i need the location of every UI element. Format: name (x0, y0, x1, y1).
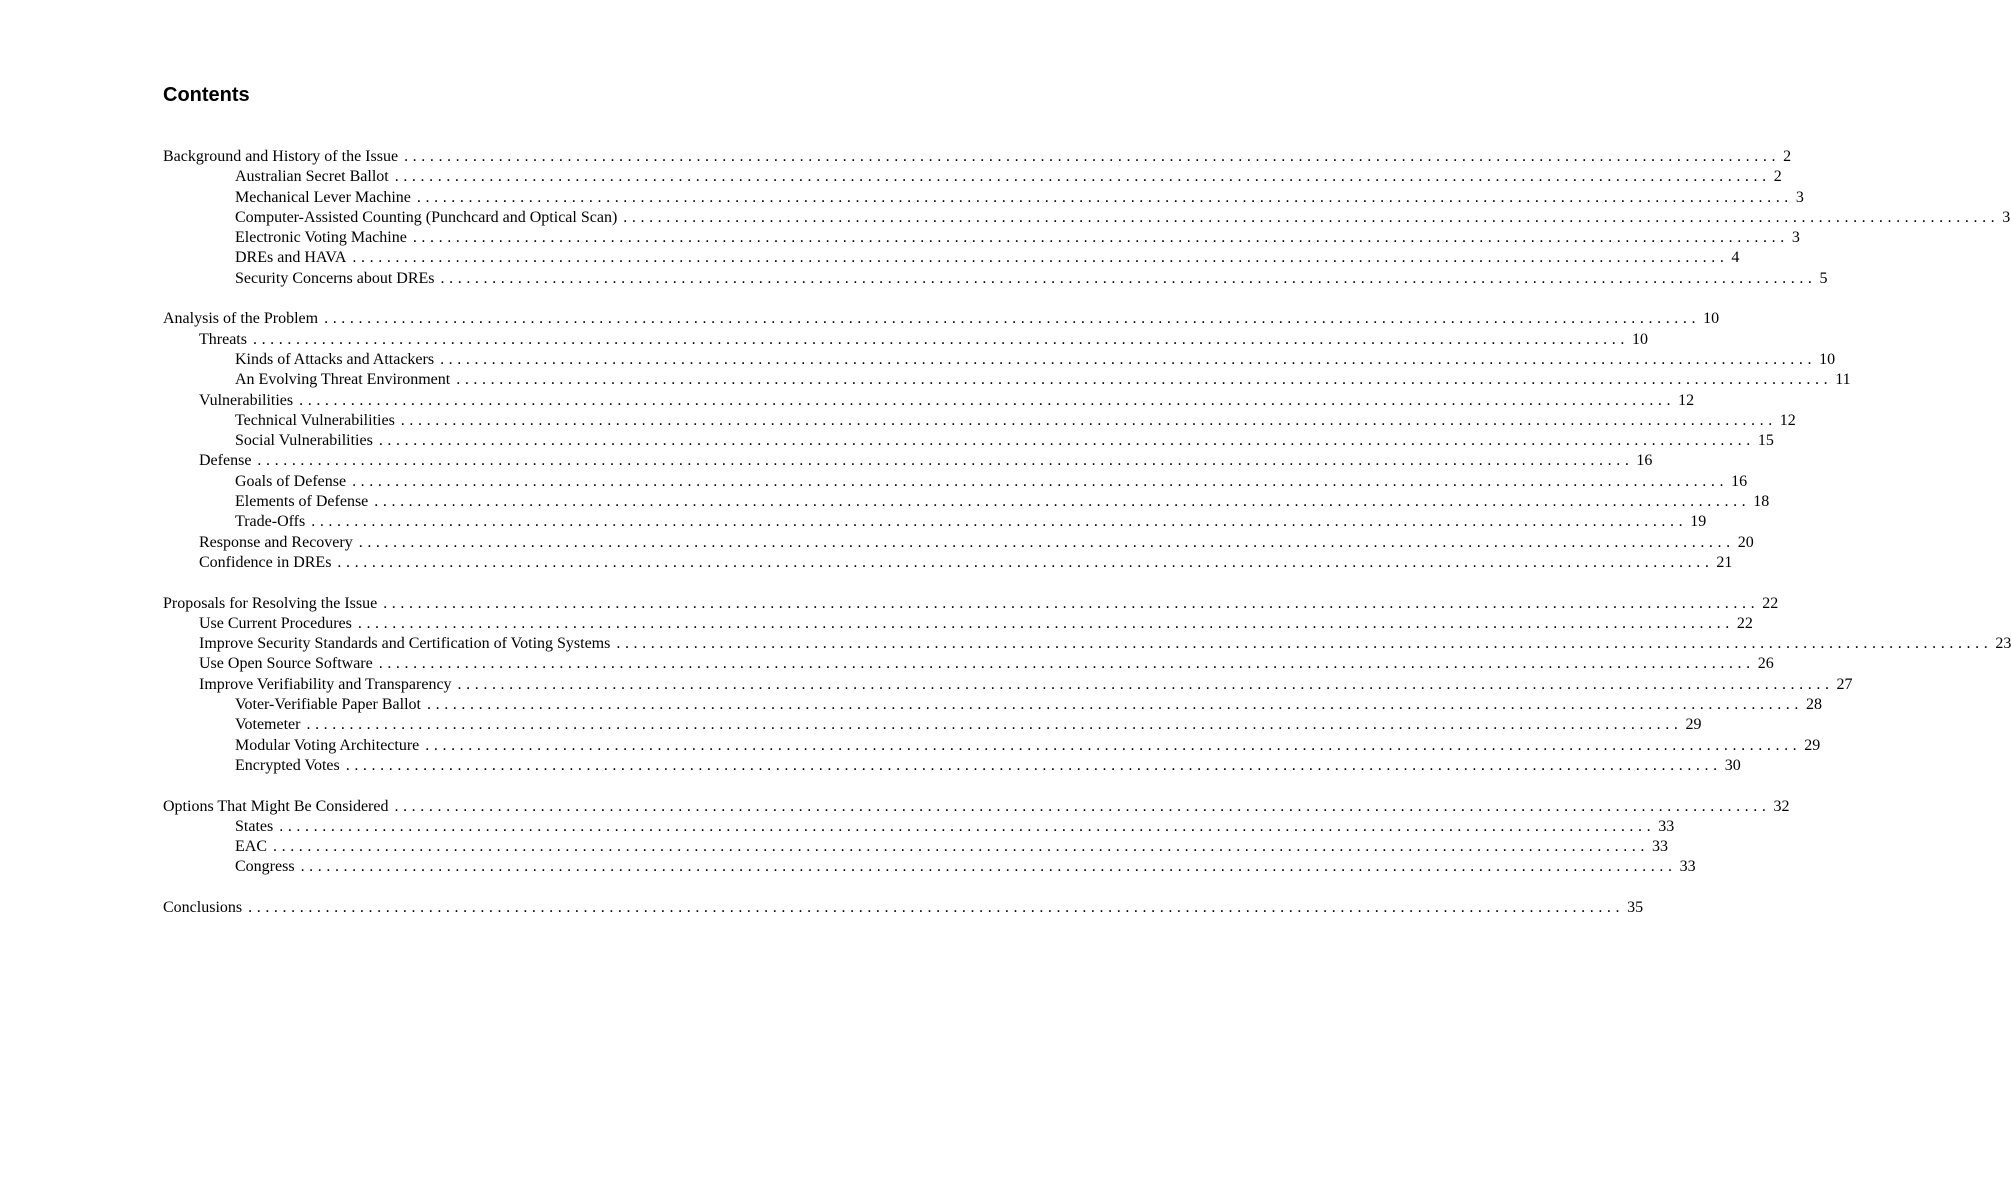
toc-entry-label: Improve Verifiability and Transparency (199, 675, 452, 693)
toc-entry[interactable] (163, 350, 1836, 370)
toc-entry-label: Australian Secret Ballot (235, 168, 389, 186)
toc-dot-leader: ................................................................................................................................................................ (324, 310, 1701, 328)
toc-dot-leader: ................................................................................................................................................................ (440, 350, 1817, 368)
toc-page-number: 12 (1779, 411, 1796, 429)
toc-page-number: 19 (1690, 513, 1707, 531)
toc-section (163, 797, 1790, 878)
toc-entry[interactable] (163, 857, 1696, 877)
toc-entry-label: Elements of Defense (235, 493, 369, 511)
toc-entry[interactable] (163, 736, 1821, 756)
toc-entry[interactable] (163, 594, 1779, 614)
toc-entry-label: Background and History of the Issue (163, 148, 399, 165)
toc-entry-label: DREs and HAVA (235, 249, 347, 267)
toc-dot-leader: ................................................................................................................................................................ (425, 736, 1802, 754)
toc-entry-label: EAC (235, 838, 267, 856)
toc-dot-leader: ................................................................................................................................................................ (345, 756, 1722, 774)
toc-entry-label: Use Current Procedures (199, 614, 352, 632)
toc-entry-label: An Evolving Threat Environment (235, 371, 451, 389)
toc-dot-leader: ................................................................................................................................................................ (352, 249, 1729, 267)
toc-dot-leader: ................................................................................................................................................................ (412, 229, 1789, 247)
toc-entry[interactable] (163, 797, 1790, 817)
toc-page-number: 33 (1679, 858, 1696, 876)
toc-dot-leader: ................................................................................................................................................................ (378, 655, 1755, 673)
toc-entry-label: Vulnerabilities (199, 391, 294, 409)
toc-entry[interactable] (163, 472, 1748, 492)
toc-entry[interactable] (163, 654, 1774, 674)
toc-page-number: 5 (1819, 269, 1828, 287)
page-title: Contents (163, 84, 250, 106)
toc-entry[interactable] (163, 228, 1800, 248)
toc-dot-leader: ................................................................................................................................................................ (456, 371, 1833, 389)
toc-entry[interactable] (163, 451, 1653, 471)
toc-page-number: 32 (1773, 797, 1790, 815)
toc-entry-label: Electronic Voting Machine (235, 229, 407, 247)
toc-dot-leader: ................................................................................................................................................................ (440, 269, 1817, 287)
toc-entry-label: Votemeter (235, 716, 301, 734)
toc-page-number: 10 (1703, 310, 1720, 328)
toc-entry-label: Options That Might Be Considered (163, 797, 389, 815)
toc-entry-label: Congress (235, 858, 295, 876)
toc-page-number: 18 (1753, 493, 1770, 511)
toc-page-number: 3 (2002, 208, 2011, 226)
toc-page-number: 27 (1836, 675, 1853, 693)
toc-dot-leader: ................................................................................................................................................................ (383, 594, 1760, 612)
toc-entry-label: Improve Security Standards and Certification of Voting Systems (199, 635, 611, 653)
toc-entry[interactable] (163, 553, 1733, 573)
toc-entry-label: Trade-Offs (235, 513, 306, 531)
toc-dot-leader: ................................................................................................................................................................ (279, 817, 1656, 835)
toc-section (163, 898, 1644, 918)
toc-entry[interactable] (163, 147, 1792, 167)
toc-page-number: 12 (1678, 391, 1695, 409)
toc-dot-leader: ................................................................................................................................................................ (416, 188, 1793, 206)
toc-entry-label: Voter-Verifiable Paper Ballot (235, 696, 421, 714)
toc-entry-label: Encrypted Votes (235, 756, 340, 774)
toc-dot-leader: ................................................................................................................................................................ (357, 614, 1734, 632)
toc-entry-label: Conclusions (163, 898, 243, 916)
toc-page-number: 20 (1737, 533, 1754, 551)
toc-page-number: 29 (1804, 736, 1821, 754)
toc-entry[interactable] (163, 492, 1770, 512)
toc-page-number: 30 (1724, 756, 1741, 774)
toc-dot-leader: ................................................................................................................................................................ (427, 696, 1803, 714)
toc-dot-leader: ................................................................................................................................................................ (457, 675, 1834, 693)
toc-entry-label: States (235, 817, 274, 835)
toc-page-number: 33 (1652, 838, 1668, 856)
toc-entry[interactable] (163, 411, 1796, 431)
toc-page-number: 3 (1791, 229, 1800, 247)
toc-entry-label: Technical Vulnerabilities (235, 411, 395, 429)
toc-entry-label: Proposals for Resolving the Issue (163, 594, 378, 612)
toc-dot-leader: ................................................................................................................................................................ (273, 838, 1649, 856)
toc-dot-leader: ................................................................................................................................................................ (252, 330, 1629, 348)
toc-entry-label: Confidence in DREs (199, 553, 332, 571)
toc-page-number: 16 (1731, 472, 1748, 490)
toc-page-number: 2 (1783, 148, 1792, 165)
toc-dot-leader: ................................................................................................................................................................ (337, 553, 1714, 571)
toc-page-number: 10 (1631, 330, 1648, 348)
toc-page-number: 26 (1757, 655, 1774, 673)
toc-entry[interactable] (163, 370, 1851, 390)
toc-dot-leader: ................................................................................................................................................................ (306, 716, 1683, 734)
toc-entry-label: Social Vulnerabilities (235, 432, 373, 450)
toc-entry[interactable] (163, 837, 1668, 857)
toc-page-number: 22 (1736, 614, 1753, 632)
toc-dot-leader: ................................................................................................................................................................ (358, 533, 1735, 551)
toc-entry-label: Modular Voting Architecture (235, 736, 420, 754)
toc-entry-label: Mechanical Lever Machine (235, 188, 411, 206)
table-of-contents (163, 147, 2011, 939)
toc-entry[interactable] (163, 167, 1782, 187)
toc-entry[interactable] (163, 330, 1648, 350)
toc-entry[interactable] (163, 634, 2011, 654)
toc-dot-leader: ................................................................................................................................................................ (378, 432, 1755, 450)
toc-entry[interactable] (163, 512, 1707, 532)
toc-dot-leader: ................................................................................................................................................................ (248, 898, 1625, 916)
toc-entry[interactable] (163, 675, 1853, 695)
toc-section (163, 147, 2011, 289)
toc-entry[interactable] (163, 391, 1695, 411)
toc-page-number: 22 (1762, 594, 1779, 612)
toc-dot-leader: ................................................................................................................................................................ (374, 493, 1751, 511)
toc-dot-leader: ................................................................................................................................................................ (352, 472, 1729, 490)
toc-dot-leader: ................................................................................................................................................................ (400, 411, 1777, 429)
toc-dot-leader: ................................................................................................................................................................ (257, 452, 1634, 470)
toc-entry[interactable] (163, 898, 1644, 918)
toc-page-number: 16 (1636, 452, 1653, 470)
toc-dot-leader: ................................................................................................................................................................ (404, 148, 1781, 165)
toc-entry[interactable] (163, 817, 1675, 837)
toc-dot-leader: ................................................................................................................................................................ (623, 208, 2000, 226)
toc-entry-label: Threats (199, 330, 247, 348)
toc-section (163, 594, 2011, 777)
toc-entry-label: Use Open Source Software (199, 655, 373, 673)
toc-entry[interactable] (163, 208, 2011, 228)
toc-page-number: 3 (1795, 188, 1804, 206)
toc-page-number: 28 (1806, 696, 1822, 714)
toc-entry[interactable] (163, 431, 1774, 451)
toc-entry[interactable] (163, 269, 1828, 289)
toc-entry[interactable] (163, 614, 1753, 634)
toc-page-number: 2 (1773, 168, 1782, 186)
toc-entry-label: Defense (199, 452, 252, 470)
toc-entry-label: Computer-Assisted Counting (Punchcard and Optical Scan) (235, 208, 618, 226)
toc-dot-leader: ................................................................................................................................................................ (394, 797, 1771, 815)
toc-page-number: 29 (1685, 716, 1702, 734)
toc-entry[interactable] (163, 715, 1702, 735)
toc-page-number: 10 (1819, 350, 1836, 368)
toc-entry-label: Security Concerns about DREs (235, 269, 435, 287)
toc-entry-label: Goals of Defense (235, 472, 347, 490)
toc-entry[interactable] (163, 248, 1740, 268)
toc-page-number: 33 (1658, 817, 1675, 835)
toc-dot-leader: ................................................................................................................................................................ (300, 858, 1677, 876)
toc-page-number: 21 (1716, 553, 1733, 571)
toc-page-number: 23 (1995, 635, 2011, 653)
toc-entry-label: Analysis of the Problem (163, 310, 319, 328)
toc-page-number: 15 (1757, 432, 1774, 450)
toc-entry[interactable] (163, 756, 1741, 776)
toc-section (163, 309, 1851, 573)
toc-page-number: 4 (1731, 249, 1740, 267)
toc-entry[interactable] (163, 533, 1754, 553)
toc-entry[interactable] (163, 695, 1822, 715)
toc-dot-leader: ................................................................................................................................................................ (299, 391, 1676, 409)
toc-page-number: 35 (1627, 898, 1644, 916)
toc-dot-leader: ................................................................................................................................................................ (311, 513, 1688, 531)
toc-page-number: 11 (1835, 371, 1851, 389)
toc-dot-leader: ................................................................................................................................................................ (616, 635, 1993, 653)
toc-entry-label: Response and Recovery (199, 533, 353, 551)
toc-dot-leader: ................................................................................................................................................................ (394, 168, 1771, 186)
toc-entry-label: Kinds of Attacks and Attackers (235, 350, 435, 368)
toc-entry[interactable] (163, 188, 1804, 208)
toc-entry[interactable] (163, 309, 1720, 329)
